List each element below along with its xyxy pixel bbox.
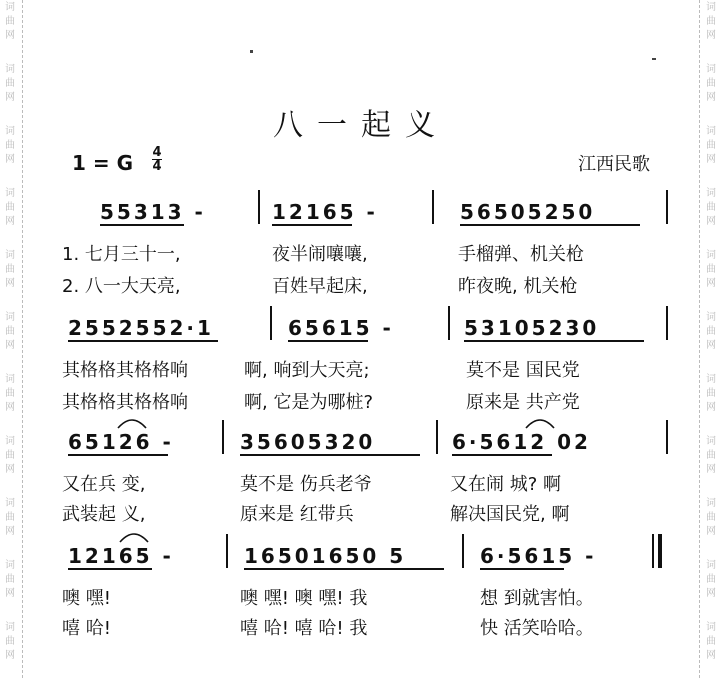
- watermark-glyph: 网: [706, 154, 716, 165]
- lyric-line3-v2-a: 武装起 义,: [62, 504, 146, 525]
- lyric-line2-v1-a: 其格格其格格响: [62, 360, 188, 381]
- watermark-glyph: 网: [5, 216, 15, 227]
- watermark-glyph: 词: [5, 312, 15, 323]
- watermark-glyph: 网: [5, 464, 15, 475]
- watermark-glyph: 网: [5, 526, 15, 537]
- watermark-glyph: 曲: [706, 636, 716, 647]
- watermark-glyph: 曲: [706, 202, 716, 213]
- watermark-glyph: 曲: [706, 450, 716, 461]
- lyric-line3-v1-b: 莫不是 伤兵老爷: [240, 474, 372, 495]
- notes-line2-m3: 53105230: [464, 316, 600, 340]
- watermark-glyph: 曲: [5, 636, 15, 647]
- watermark-glyph: 曲: [706, 574, 716, 585]
- watermark-glyph: 词: [706, 250, 716, 261]
- watermark-glyph: 曲: [5, 202, 15, 213]
- watermark-glyph: 词: [5, 622, 15, 633]
- watermark-glyph: 曲: [706, 512, 716, 523]
- notes-line1-m2: 12165 -: [272, 200, 378, 224]
- watermark-glyph: 曲: [706, 16, 716, 27]
- watermark-glyph: 网: [5, 340, 15, 351]
- watermark-glyph: 词: [706, 374, 716, 385]
- watermark-glyph: 网: [706, 340, 716, 351]
- watermark-glyph: 网: [5, 92, 15, 103]
- key-signature: 1 = G: [72, 151, 134, 175]
- lyric-line4-v2-b: 嘻 哈! 嘻 哈! 我: [240, 618, 368, 639]
- watermark-glyph: 曲: [5, 512, 15, 523]
- slur: [526, 420, 554, 428]
- watermark-glyph: 词: [5, 188, 15, 199]
- meter-bottom: 4: [152, 159, 162, 174]
- watermark-glyph: 词: [706, 64, 716, 75]
- slur: [118, 420, 146, 428]
- lyric-line4-v1-a: 噢 嘿!: [62, 588, 111, 609]
- watermark-glyph: 曲: [5, 264, 15, 275]
- watermark-glyph: 曲: [5, 574, 15, 585]
- watermark-glyph: 词: [5, 436, 15, 447]
- lyric-line3-v1-c: 又在闹 城? 啊: [450, 474, 561, 495]
- watermark-glyph: 网: [706, 402, 716, 413]
- lyric-line4-v1-b: 噢 嘿! 噢 嘿! 我: [240, 588, 368, 609]
- watermark-glyph: 网: [5, 588, 15, 599]
- watermark-glyph: 词: [706, 436, 716, 447]
- notes-line3-m2: 35605320: [240, 430, 376, 454]
- watermark-glyph: 曲: [5, 78, 15, 89]
- watermark-glyph: 网: [5, 30, 15, 41]
- watermark-glyph: 曲: [706, 388, 716, 399]
- song-origin: 江西民歌: [578, 154, 650, 175]
- meter-top: 4: [152, 145, 162, 160]
- watermark-glyph: 网: [706, 526, 716, 537]
- lyric-line1-v1-c: 手榴弹、机关枪: [458, 244, 584, 265]
- watermark-glyph: 曲: [5, 326, 15, 337]
- lyric-line1-v1-a: 1. 七月三十一,: [62, 244, 181, 265]
- slur: [120, 534, 148, 542]
- watermark-glyph: 词: [5, 64, 15, 75]
- notes-line4-m2: 16501650 5: [244, 544, 407, 568]
- lyric-line3-v2-c: 解决国民党, 啊: [450, 504, 570, 525]
- watermark-glyph: 词: [5, 2, 15, 13]
- notes-line1-m3: 56505250: [460, 200, 596, 224]
- watermark-glyph: 词: [706, 560, 716, 571]
- watermark-glyph: 词: [5, 374, 15, 385]
- lyric-line3-v1-a: 又在兵 变,: [62, 474, 146, 495]
- lyric-line1-v1-b: 夜半闹嚷嚷,: [272, 244, 368, 265]
- lyric-line2-v2-c: 原来是 共产党: [466, 392, 580, 413]
- watermark-glyph: 曲: [706, 326, 716, 337]
- notes-line3-m3: 6·5612 02: [452, 430, 591, 454]
- watermark-glyph: 词: [5, 250, 15, 261]
- watermark-glyph: 曲: [5, 450, 15, 461]
- watermark-glyph: 词: [5, 126, 15, 137]
- notes-line3-m1: 65126 -: [68, 430, 174, 454]
- lyric-line3-v2-b: 原来是 红带兵: [240, 504, 354, 525]
- watermark-glyph: 网: [706, 464, 716, 475]
- watermark-glyph: 网: [5, 278, 15, 289]
- watermark-glyph: 曲: [706, 140, 716, 151]
- notes-line2-m2: 65615 -: [288, 316, 394, 340]
- watermark-glyph: 曲: [5, 16, 15, 27]
- lyric-line2-v2-a: 其格格其格格响: [62, 392, 188, 413]
- watermark-glyph: 网: [706, 278, 716, 289]
- watermark-glyph: 网: [706, 216, 716, 227]
- watermark-glyph: 词: [706, 188, 716, 199]
- lyric-line1-v2-a: 2. 八一大天亮,: [62, 276, 181, 297]
- lyric-line2-v1-c: 莫不是 国民党: [466, 360, 580, 381]
- watermark-glyph: 网: [5, 154, 15, 165]
- lyric-line1-v2-b: 百姓早起床,: [272, 276, 368, 297]
- watermark-glyph: 词: [706, 498, 716, 509]
- watermark-glyph: 曲: [5, 140, 15, 151]
- watermark-glyph: 网: [5, 650, 15, 661]
- watermark-glyph: 词: [706, 2, 716, 13]
- watermark-glyph: 曲: [706, 264, 716, 275]
- watermark-glyph: 网: [706, 650, 716, 661]
- lyric-line2-v2-b: 啊, 它是为哪桩?: [244, 392, 373, 413]
- lyric-line4-v2-c: 快 活笑哈哈。: [480, 618, 594, 639]
- watermark-glyph: 网: [706, 588, 716, 599]
- lyric-line2-v1-b: 啊, 响到大天亮;: [244, 360, 370, 381]
- notes-line1-m1: 55313 -: [100, 200, 206, 224]
- watermark-glyph: 曲: [706, 78, 716, 89]
- lyric-line4-v1-c: 想 到就害怕。: [480, 588, 594, 609]
- song-title: 八一起义: [273, 108, 449, 143]
- watermark-glyph: 网: [706, 92, 716, 103]
- notes-line4-m1: 12165 -: [68, 544, 174, 568]
- watermark-glyph: 词: [5, 560, 15, 571]
- watermark-glyph: 词: [706, 622, 716, 633]
- lyric-line1-v2-c: 昨夜晚, 机关枪: [458, 276, 578, 297]
- watermark-glyph: 词: [706, 126, 716, 137]
- watermark-glyph: 曲: [5, 388, 15, 399]
- watermark-glyph: 词: [706, 312, 716, 323]
- watermark-glyph: 网: [5, 402, 15, 413]
- lyric-line4-v2-a: 嘻 哈!: [62, 618, 111, 639]
- notes-line2-m1: 2552552·1: [68, 316, 214, 340]
- notes-line4-m3: 6·5615 -: [480, 544, 597, 568]
- watermark-glyph: 词: [5, 498, 15, 509]
- watermark-glyph: 网: [706, 30, 716, 41]
